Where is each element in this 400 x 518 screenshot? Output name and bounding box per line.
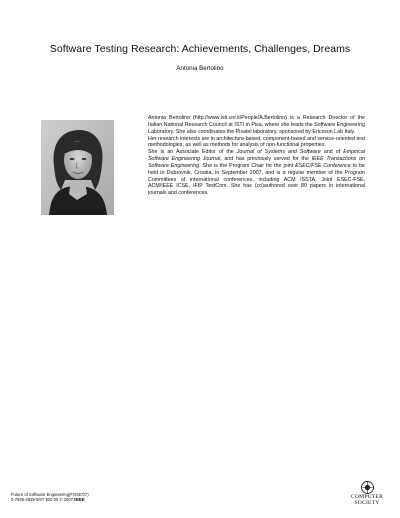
- bio-paragraph-3: [148, 149, 365, 197]
- bio-text: She is an Associate Editor of the: [148, 149, 237, 156]
- computer-society-emblem-icon: [361, 481, 374, 494]
- publication-footer: [11, 492, 89, 502]
- bio-text: and of: [320, 149, 344, 156]
- journal-name: Empirical Software Engineering Journal: [148, 149, 366, 163]
- isbn-price: 0-7695-2829-5/07 $20.00 © 2007: [11, 497, 73, 503]
- logo-line-society: SOCIETY: [354, 500, 380, 506]
- proceedings-name: Future of Software Engineering(FOSE'07): [11, 492, 89, 497]
- author-photo: [41, 120, 114, 215]
- bio-paragraph-2: Her research interests are in architecture-based, component-based and service-oriented test methodologies, as well as methods for analysis of non-functional properties.: [148, 135, 365, 149]
- bio-text: , and has previously served for the: [220, 156, 312, 163]
- author-biography: [148, 115, 365, 197]
- paper-author: Antonia Bertolino: [176, 65, 224, 72]
- logo-line-computer: COMPUTER: [350, 494, 384, 500]
- conference-name: ESEC/FSE Conference: [295, 162, 351, 169]
- bio-paragraph-1: Antonia Bertolino (http://www.isti.cnr.it/People/A.Bertolino) is a Research Director of the Italian National Research Council at ISTI in Pisa, where she leads the Software Engineering Laboratory. She also coordinates the Pisatel laboratory, sponsored by Ericsson Lab Italy.: [148, 115, 365, 135]
- copyright-line: [11, 497, 89, 502]
- computer-society-logo: [344, 481, 390, 506]
- journal-name: Journal of Systems and Software: [236, 149, 321, 156]
- bio-text: to be held in Dubrovnik, Croatia, in September 2007, and is a regular member of the Program Committees of international conferences, including ACM ISSTA, Joint ESEC-FSE, ACM/IEEE ICSE, IFIP TestCom. She has (co)authored over 80 papers in international journals and conferences.: [148, 162, 365, 197]
- paper-title: Software Testing Research: Achievements, Challenges, Dreams: [49, 43, 351, 55]
- ieee-logo: IEEE: [74, 497, 85, 503]
- bio-text: . She is the Program Chair for the joint: [199, 162, 296, 169]
- journal-name: IEEE Transactions on Software Engineering: [148, 156, 365, 169]
